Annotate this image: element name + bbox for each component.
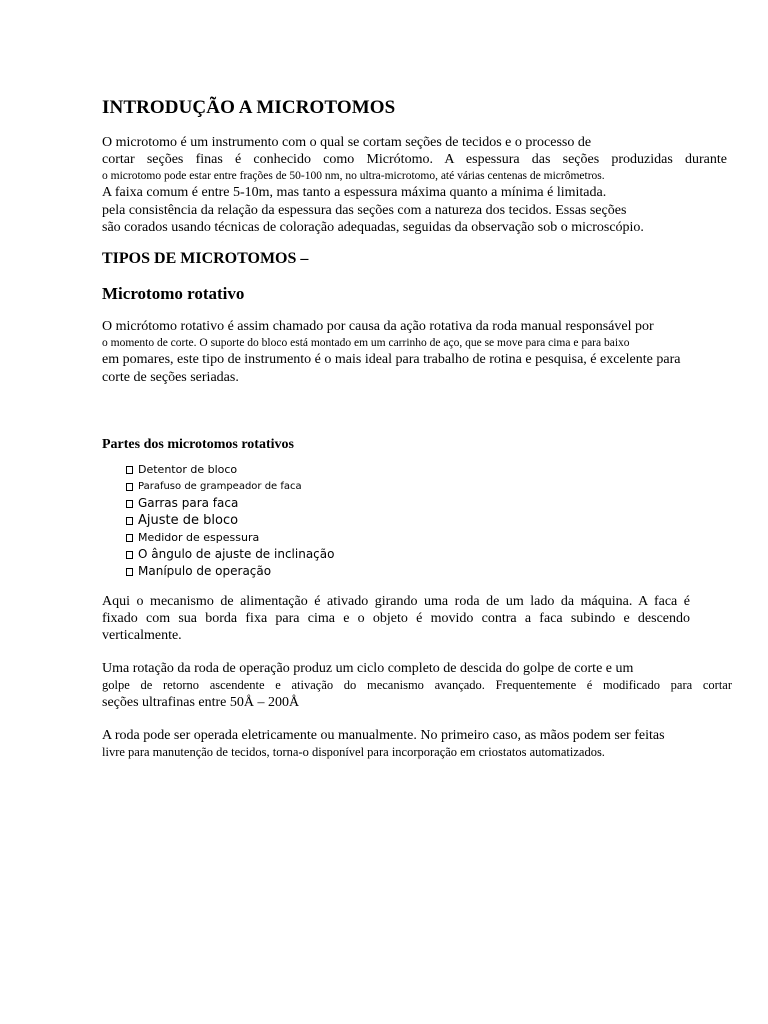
wheel-line: livre para manutenção de tecidos, torna-o disponível para incorporação em criostatos automatizados. [102, 745, 605, 759]
rotary-line: O micrótomo rotativo é assim chamado por causa da ação rotativa da roda manual responsável por [102, 319, 654, 334]
section-heading-rotary: Microtomo rotativo [102, 284, 245, 303]
intro-line: A faixa comum é entre 5-10m, mas tanto a espessura máxima quanto a mínima é limitada. [102, 185, 607, 200]
rotary-line: o momento de corte. O suporte do bloco está montado em um carrinho de aço, que se move para cima e para baixo [102, 337, 630, 349]
section-heading-types: TIPOS DE MICROTOMOS – [102, 250, 309, 267]
box-bullet-icon [126, 500, 133, 508]
rotary-line: em pomares, este tipo de instrumento é o mais ideal para trabalho de rotina e pesquisa, é excelente para [102, 352, 681, 367]
page-title: INTRODUÇÃO A MICROTOMOS [102, 97, 396, 118]
intro-line: o microtomo pode estar entre frações de 50-100 nm, no ultra-microtomo, até várias centenas de micrômetros. [102, 170, 605, 182]
rotation-line: seções ultrafinas entre 50Å – 200Å [102, 695, 300, 710]
intro-line: são corados usando técnicas de coloração adequadas, seguidas da observação sob o microscópio. [102, 220, 644, 235]
box-bullet-icon [126, 534, 133, 542]
intro-line: pela consistência da relação da espessura das seções com a natureza dos tecidos. Essas seções [102, 203, 627, 218]
rotation-line: Uma rotação da roda de operação produz um ciclo completo de descida do golpe de corte e um [102, 661, 634, 676]
rotation-line: golpe de retorno ascendente e ativação do mecanismo avançado. Frequentemente é modificado para cortar [102, 678, 732, 692]
wheel-paragraph [102, 727, 734, 760]
box-bullet-icon [126, 483, 133, 491]
box-bullet-icon [126, 568, 133, 576]
parts-list [126, 461, 734, 580]
feed-line: Aqui o mecanismo de alimentação é ativado girando uma roda de um lado da máquina. A faca é [102, 594, 690, 609]
parts-heading: Partes dos microtomos rotativos [102, 437, 294, 452]
list-item: Medidor de espessura [126, 529, 734, 546]
intro-paragraph [102, 134, 734, 236]
feed-paragraph [102, 593, 734, 644]
box-bullet-icon [126, 466, 133, 474]
list-item: Detentor de bloco [126, 461, 734, 478]
rotary-line: corte de seções seriadas. [102, 370, 239, 385]
intro-line: O microtomo é um instrumento com o qual se cortam seções de tecidos e o processo de [102, 135, 592, 150]
intro-line: cortar seções finas é conhecido como Micrótomo. A espessura das seções produzidas durante [102, 152, 727, 167]
feed-line: verticalmente. [102, 628, 182, 643]
box-bullet-icon [126, 551, 133, 559]
box-bullet-icon [126, 517, 133, 525]
list-item: Manípulo de operação [126, 563, 734, 580]
list-item: Garras para faca [126, 495, 734, 512]
list-item: Parafuso de grampeador de faca [126, 478, 734, 495]
list-item: O ângulo de ajuste de inclinação [126, 546, 734, 563]
rotary-paragraph [102, 318, 734, 386]
feed-line: fixado com sua borda fixa para cima e o objeto é movido contra a faca subindo e descendo [102, 611, 690, 626]
rotation-paragraph [102, 660, 734, 712]
document-page [102, 96, 734, 760]
list-item: Ajuste de bloco [126, 512, 734, 529]
wheel-line: A roda pode ser operada eletricamente ou manualmente. No primeiro caso, as mãos podem ser feitas [102, 728, 665, 743]
